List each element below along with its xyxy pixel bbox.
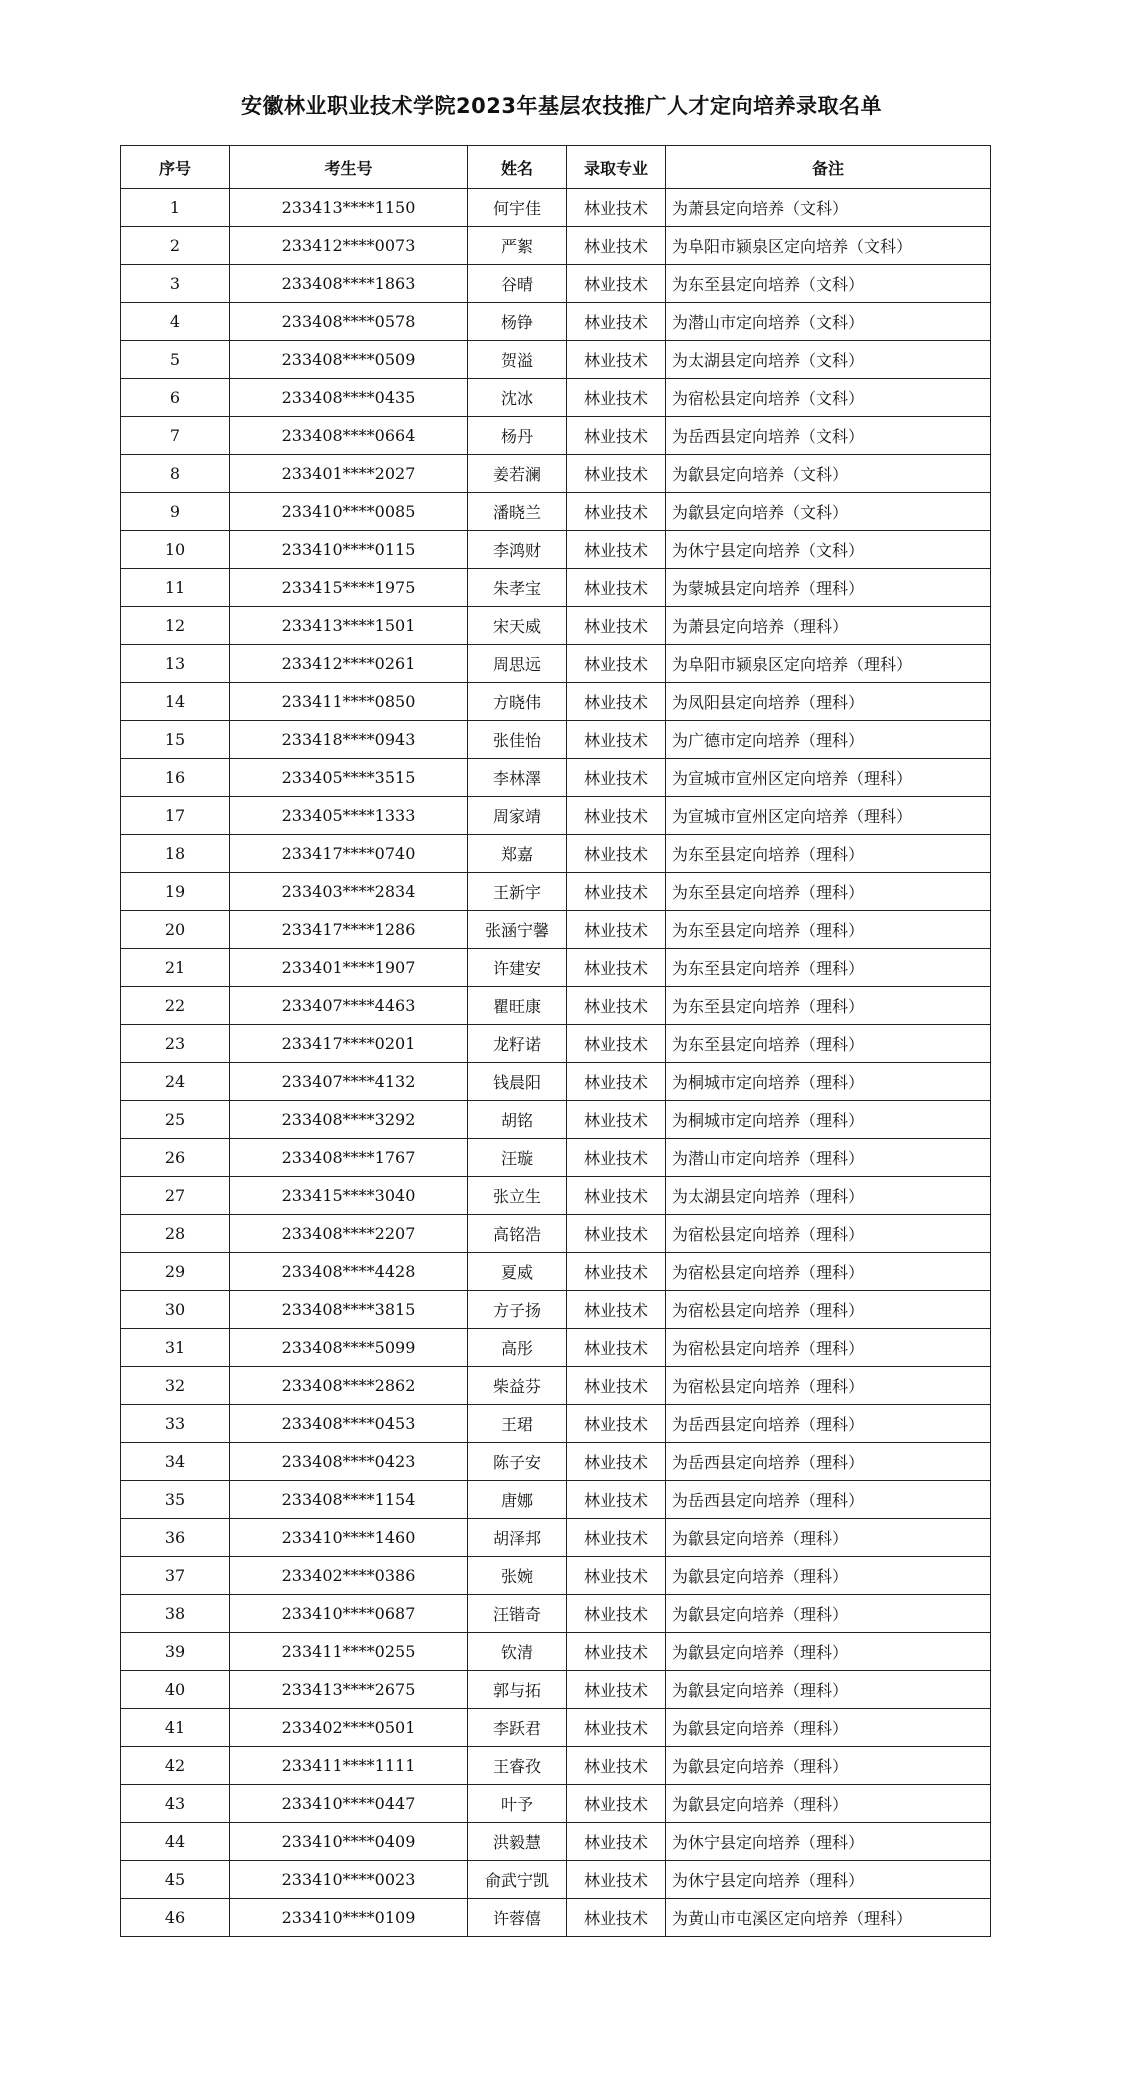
row-index: 28: [121, 1215, 230, 1253]
row-index: 30: [121, 1291, 230, 1329]
major: 林业技术: [567, 1519, 666, 1557]
exam-number: 233408****2207: [230, 1215, 468, 1253]
remark: 为桐城市定向培养（理科）: [666, 1101, 991, 1139]
exam-number: 233401****1907: [230, 949, 468, 987]
exam-number: 233405****1333: [230, 797, 468, 835]
table-row: [121, 189, 991, 227]
remark: 为宿松县定向培养（理科）: [666, 1329, 991, 1367]
remark: 为潜山市定向培养（文科）: [666, 303, 991, 341]
remark: 为歙县定向培养（理科）: [666, 1519, 991, 1557]
table-row: [121, 1519, 991, 1557]
table-row: [121, 1443, 991, 1481]
major: 林业技术: [567, 835, 666, 873]
exam-number: 233408****4428: [230, 1253, 468, 1291]
student-name: 瞿旺康: [468, 987, 567, 1025]
header-remark: 备注: [666, 146, 991, 189]
major: 林业技术: [567, 303, 666, 341]
student-name: 李林澤: [468, 759, 567, 797]
major: 林业技术: [567, 1861, 666, 1899]
remark: 为凤阳县定向培养（理科）: [666, 683, 991, 721]
student-name: 柴益芬: [468, 1367, 567, 1405]
remark: 为宿松县定向培养（理科）: [666, 1291, 991, 1329]
row-index: 42: [121, 1747, 230, 1785]
table-row: [121, 721, 991, 759]
remark: 为休宁县定向培养（文科）: [666, 531, 991, 569]
row-index: 15: [121, 721, 230, 759]
student-name: 李鸿财: [468, 531, 567, 569]
row-index: 40: [121, 1671, 230, 1709]
remark: 为东至县定向培养（理科）: [666, 949, 991, 987]
row-index: 9: [121, 493, 230, 531]
table-row: [121, 1595, 991, 1633]
major: 林业技术: [567, 797, 666, 835]
major: 林业技术: [567, 1709, 666, 1747]
table-row: [121, 1823, 991, 1861]
table-header-row: [121, 146, 991, 189]
row-index: 39: [121, 1633, 230, 1671]
student-name: 张立生: [468, 1177, 567, 1215]
major: 林业技术: [567, 949, 666, 987]
student-name: 唐娜: [468, 1481, 567, 1519]
major: 林业技术: [567, 1025, 666, 1063]
student-name: 张涵宁馨: [468, 911, 567, 949]
table-row: [121, 1481, 991, 1519]
exam-number: 233403****2834: [230, 873, 468, 911]
table-row: [121, 683, 991, 721]
remark: 为太湖县定向培养（理科）: [666, 1177, 991, 1215]
exam-number: 233413****1501: [230, 607, 468, 645]
student-name: 姜若澜: [468, 455, 567, 493]
table-row: [121, 1861, 991, 1899]
major: 林业技术: [567, 1291, 666, 1329]
major: 林业技术: [567, 531, 666, 569]
exam-number: 233408****1863: [230, 265, 468, 303]
table-row: [121, 1785, 991, 1823]
table-row: [121, 949, 991, 987]
exam-number: 233410****0447: [230, 1785, 468, 1823]
student-name: 周家靖: [468, 797, 567, 835]
student-name: 潘晓兰: [468, 493, 567, 531]
row-index: 5: [121, 341, 230, 379]
row-index: 16: [121, 759, 230, 797]
row-index: 34: [121, 1443, 230, 1481]
student-name: 胡铭: [468, 1101, 567, 1139]
exam-number: 233408****0435: [230, 379, 468, 417]
exam-number: 233412****0261: [230, 645, 468, 683]
remark: 为宿松县定向培养（文科）: [666, 379, 991, 417]
exam-number: 233411****0850: [230, 683, 468, 721]
student-name: 汪锴奇: [468, 1595, 567, 1633]
major: 林业技术: [567, 987, 666, 1025]
major: 林业技术: [567, 1671, 666, 1709]
remark: 为阜阳市颍泉区定向培养（文科）: [666, 227, 991, 265]
table-row: [121, 417, 991, 455]
table-row: [121, 987, 991, 1025]
student-name: 杨铮: [468, 303, 567, 341]
table-row: [121, 341, 991, 379]
major: 林业技术: [567, 1405, 666, 1443]
remark: 为宿松县定向培养（理科）: [666, 1367, 991, 1405]
header-major: 录取专业: [567, 146, 666, 189]
table-row: [121, 303, 991, 341]
student-name: 杨丹: [468, 417, 567, 455]
student-name: 李跃君: [468, 1709, 567, 1747]
remark: 为岳西县定向培养（文科）: [666, 417, 991, 455]
student-name: 叶予: [468, 1785, 567, 1823]
row-index: 29: [121, 1253, 230, 1291]
remark: 为歙县定向培养（理科）: [666, 1633, 991, 1671]
student-name: 贺溢: [468, 341, 567, 379]
row-index: 37: [121, 1557, 230, 1595]
row-index: 38: [121, 1595, 230, 1633]
student-name: 朱孝宝: [468, 569, 567, 607]
student-name: 俞武宁凯: [468, 1861, 567, 1899]
exam-number: 233408****0578: [230, 303, 468, 341]
header-exam-number: 考生号: [230, 146, 468, 189]
table-row: [121, 1709, 991, 1747]
exam-number: 233417****0740: [230, 835, 468, 873]
student-name: 王珺: [468, 1405, 567, 1443]
student-name: 王睿孜: [468, 1747, 567, 1785]
exam-number: 233415****1975: [230, 569, 468, 607]
exam-number: 233408****0509: [230, 341, 468, 379]
remark: 为东至县定向培养（理科）: [666, 911, 991, 949]
row-index: 24: [121, 1063, 230, 1101]
header-index: 序号: [121, 146, 230, 189]
major: 林业技术: [567, 873, 666, 911]
exam-number: 233415****3040: [230, 1177, 468, 1215]
exam-number: 233408****1154: [230, 1481, 468, 1519]
table-row: [121, 493, 991, 531]
student-name: 汪璇: [468, 1139, 567, 1177]
remark: 为歙县定向培养（理科）: [666, 1709, 991, 1747]
row-index: 36: [121, 1519, 230, 1557]
student-name: 郑嘉: [468, 835, 567, 873]
major: 林业技术: [567, 721, 666, 759]
major: 林业技术: [567, 189, 666, 227]
row-index: 41: [121, 1709, 230, 1747]
row-index: 7: [121, 417, 230, 455]
page-title: 安徽林业职业技术学院2023年基层农技推广人才定向培养录取名单: [241, 94, 882, 118]
remark: 为歙县定向培养（理科）: [666, 1747, 991, 1785]
exam-number: 233410****0409: [230, 1823, 468, 1861]
remark: 为宿松县定向培养（理科）: [666, 1253, 991, 1291]
row-index: 31: [121, 1329, 230, 1367]
remark: 为东至县定向培养（理科）: [666, 873, 991, 911]
row-index: 11: [121, 569, 230, 607]
major: 林业技术: [567, 265, 666, 303]
table-row: [121, 1367, 991, 1405]
exam-number: 233411****0255: [230, 1633, 468, 1671]
table-row: [121, 1899, 991, 1937]
exam-number: 233407****4463: [230, 987, 468, 1025]
exam-number: 233411****1111: [230, 1747, 468, 1785]
header-name: 姓名: [468, 146, 567, 189]
student-name: 宋天威: [468, 607, 567, 645]
table-row: [121, 265, 991, 303]
major: 林业技术: [567, 759, 666, 797]
exam-number: 233417****1286: [230, 911, 468, 949]
major: 林业技术: [567, 1253, 666, 1291]
row-index: 8: [121, 455, 230, 493]
remark: 为歙县定向培养（文科）: [666, 493, 991, 531]
row-index: 32: [121, 1367, 230, 1405]
table-row: [121, 911, 991, 949]
remark: 为休宁县定向培养（理科）: [666, 1823, 991, 1861]
row-index: 33: [121, 1405, 230, 1443]
table-row: [121, 1063, 991, 1101]
row-index: 10: [121, 531, 230, 569]
exam-number: 233408****3815: [230, 1291, 468, 1329]
exam-number: 233408****5099: [230, 1329, 468, 1367]
exam-number: 233408****0664: [230, 417, 468, 455]
exam-number: 233417****0201: [230, 1025, 468, 1063]
table-row: [121, 797, 991, 835]
table-row: [121, 1671, 991, 1709]
row-index: 20: [121, 911, 230, 949]
table-row: [121, 455, 991, 493]
row-index: 43: [121, 1785, 230, 1823]
student-name: 夏威: [468, 1253, 567, 1291]
row-index: 19: [121, 873, 230, 911]
table-row: [121, 1747, 991, 1785]
major: 林业技术: [567, 1633, 666, 1671]
exam-number: 233410****0085: [230, 493, 468, 531]
table-row: [121, 1215, 991, 1253]
major: 林业技术: [567, 607, 666, 645]
student-name: 沈冰: [468, 379, 567, 417]
major: 林业技术: [567, 1443, 666, 1481]
student-name: 周思远: [468, 645, 567, 683]
remark: 为东至县定向培养（文科）: [666, 265, 991, 303]
row-index: 27: [121, 1177, 230, 1215]
major: 林业技术: [567, 683, 666, 721]
table-row: [121, 1253, 991, 1291]
major: 林业技术: [567, 1481, 666, 1519]
exam-number: 233410****1460: [230, 1519, 468, 1557]
exam-number: 233408****3292: [230, 1101, 468, 1139]
row-index: 1: [121, 189, 230, 227]
major: 林业技术: [567, 1177, 666, 1215]
major: 林业技术: [567, 227, 666, 265]
major: 林业技术: [567, 1595, 666, 1633]
table-row: [121, 645, 991, 683]
major: 林业技术: [567, 493, 666, 531]
major: 林业技术: [567, 1101, 666, 1139]
remark: 为萧县定向培养（理科）: [666, 607, 991, 645]
admission-table: [120, 145, 991, 1937]
exam-number: 233410****0023: [230, 1861, 468, 1899]
major: 林业技术: [567, 1823, 666, 1861]
table-row: [121, 759, 991, 797]
remark: 为歙县定向培养（理科）: [666, 1785, 991, 1823]
table-row: [121, 1025, 991, 1063]
row-index: 2: [121, 227, 230, 265]
exam-number: 233418****0943: [230, 721, 468, 759]
row-index: 22: [121, 987, 230, 1025]
student-name: 许蓉僖: [468, 1899, 567, 1937]
table-row: [121, 569, 991, 607]
student-name: 谷晴: [468, 265, 567, 303]
major: 林业技术: [567, 1329, 666, 1367]
major: 林业技术: [567, 1899, 666, 1937]
student-name: 陈子安: [468, 1443, 567, 1481]
major: 林业技术: [567, 911, 666, 949]
row-index: 13: [121, 645, 230, 683]
remark: 为宿松县定向培养（理科）: [666, 1215, 991, 1253]
exam-number: 233410****0115: [230, 531, 468, 569]
row-index: 14: [121, 683, 230, 721]
major: 林业技术: [567, 1557, 666, 1595]
row-index: 6: [121, 379, 230, 417]
table-row: [121, 1139, 991, 1177]
exam-number: 233405****3515: [230, 759, 468, 797]
exam-number: 233410****0109: [230, 1899, 468, 1937]
row-index: 25: [121, 1101, 230, 1139]
remark: 为岳西县定向培养（理科）: [666, 1481, 991, 1519]
major: 林业技术: [567, 569, 666, 607]
student-name: 高铭浩: [468, 1215, 567, 1253]
row-index: 17: [121, 797, 230, 835]
major: 林业技术: [567, 417, 666, 455]
major: 林业技术: [567, 1063, 666, 1101]
remark: 为蒙城县定向培养（理科）: [666, 569, 991, 607]
remark: 为广德市定向培养（理科）: [666, 721, 991, 759]
table-body: [121, 189, 991, 1937]
remark: 为岳西县定向培养（理科）: [666, 1405, 991, 1443]
remark: 为宣城市宣州区定向培养（理科）: [666, 797, 991, 835]
remark: 为桐城市定向培养（理科）: [666, 1063, 991, 1101]
row-index: 21: [121, 949, 230, 987]
row-index: 44: [121, 1823, 230, 1861]
exam-number: 233408****0453: [230, 1405, 468, 1443]
exam-number: 233412****0073: [230, 227, 468, 265]
remark: 为岳西县定向培养（理科）: [666, 1443, 991, 1481]
remark: 为太湖县定向培养（文科）: [666, 341, 991, 379]
student-name: 方子扬: [468, 1291, 567, 1329]
exam-number: 233407****4132: [230, 1063, 468, 1101]
student-name: 严絮: [468, 227, 567, 265]
exam-number: 233401****2027: [230, 455, 468, 493]
student-name: 方晓伟: [468, 683, 567, 721]
exam-number: 233402****0501: [230, 1709, 468, 1747]
table-row: [121, 835, 991, 873]
remark: 为萧县定向培养（文科）: [666, 189, 991, 227]
table-row: [121, 873, 991, 911]
row-index: 26: [121, 1139, 230, 1177]
row-index: 18: [121, 835, 230, 873]
student-name: 张婉: [468, 1557, 567, 1595]
major: 林业技术: [567, 379, 666, 417]
exam-number: 233408****1767: [230, 1139, 468, 1177]
student-name: 许建安: [468, 949, 567, 987]
exam-number: 233402****0386: [230, 1557, 468, 1595]
row-index: 35: [121, 1481, 230, 1519]
remark: 为阜阳市颍泉区定向培养（理科）: [666, 645, 991, 683]
table-row: [121, 1291, 991, 1329]
table-row: [121, 379, 991, 417]
major: 林业技术: [567, 1367, 666, 1405]
student-name: 高彤: [468, 1329, 567, 1367]
student-name: 龙籽诺: [468, 1025, 567, 1063]
table-row: [121, 1405, 991, 1443]
remark: 为歙县定向培养（理科）: [666, 1595, 991, 1633]
student-name: 洪毅慧: [468, 1823, 567, 1861]
table-row: [121, 1329, 991, 1367]
remark: 为黄山市屯溪区定向培养（理科）: [666, 1899, 991, 1937]
remark: 为东至县定向培养（理科）: [666, 987, 991, 1025]
student-name: 钱晨阳: [468, 1063, 567, 1101]
exam-number: 233410****0687: [230, 1595, 468, 1633]
student-name: 钦清: [468, 1633, 567, 1671]
table-row: [121, 531, 991, 569]
row-index: 12: [121, 607, 230, 645]
exam-number: 233408****0423: [230, 1443, 468, 1481]
row-index: 46: [121, 1899, 230, 1937]
student-name: 胡泽邦: [468, 1519, 567, 1557]
table-row: [121, 1633, 991, 1671]
major: 林业技术: [567, 1785, 666, 1823]
major: 林业技术: [567, 1747, 666, 1785]
row-index: 23: [121, 1025, 230, 1063]
remark: 为潜山市定向培养（理科）: [666, 1139, 991, 1177]
remark: 为宣城市宣州区定向培养（理科）: [666, 759, 991, 797]
table-row: [121, 1101, 991, 1139]
exam-number: 233413****1150: [230, 189, 468, 227]
remark: 为歙县定向培养（文科）: [666, 455, 991, 493]
remark: 为歙县定向培养（理科）: [666, 1671, 991, 1709]
remark: 为东至县定向培养（理科）: [666, 835, 991, 873]
row-index: 45: [121, 1861, 230, 1899]
student-name: 王新宇: [468, 873, 567, 911]
remark: 为休宁县定向培养（理科）: [666, 1861, 991, 1899]
major: 林业技术: [567, 341, 666, 379]
student-name: 何宇佳: [468, 189, 567, 227]
student-name: 郭与拓: [468, 1671, 567, 1709]
major: 林业技术: [567, 455, 666, 493]
exam-number: 233408****2862: [230, 1367, 468, 1405]
table-row: [121, 227, 991, 265]
remark: 为歙县定向培养（理科）: [666, 1557, 991, 1595]
student-name: 张佳怡: [468, 721, 567, 759]
row-index: 4: [121, 303, 230, 341]
major: 林业技术: [567, 1215, 666, 1253]
major: 林业技术: [567, 645, 666, 683]
table-row: [121, 607, 991, 645]
major: 林业技术: [567, 1139, 666, 1177]
table-row: [121, 1557, 991, 1595]
row-index: 3: [121, 265, 230, 303]
exam-number: 233413****2675: [230, 1671, 468, 1709]
table-row: [121, 1177, 991, 1215]
remark: 为东至县定向培养（理科）: [666, 1025, 991, 1063]
